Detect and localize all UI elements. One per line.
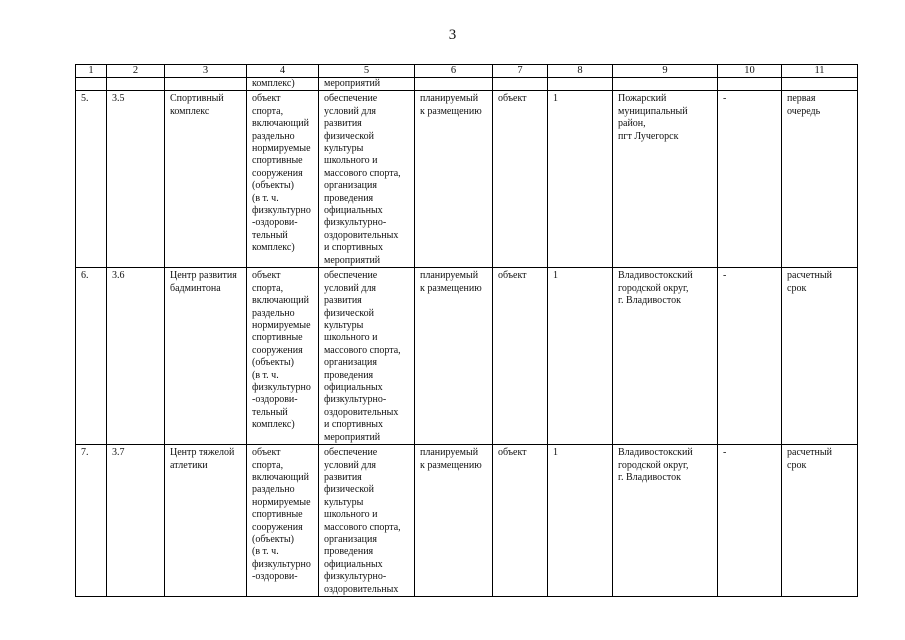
object-location: Владивостокский городской округ, г. Владивосток: [613, 268, 718, 445]
page-number: 3: [448, 27, 457, 43]
row-number: 5.: [76, 91, 107, 268]
object-status: планируемый к размещению: [415, 91, 493, 268]
object-status: планируемый к размещению: [415, 445, 493, 597]
column-number: 10: [718, 65, 782, 78]
object-zone: -: [718, 445, 782, 597]
object-term: расчетный срок: [782, 445, 858, 597]
column-number-row: [76, 65, 858, 78]
row-number: 7.: [76, 445, 107, 597]
object-type: объект спорта, включающий раздельно нормируемые спортивные сооружения (объекты) (в т. ч. физкультурно -оздорови-: [247, 445, 319, 597]
object-term: расчетный срок: [782, 268, 858, 445]
object-zone: -: [718, 268, 782, 445]
object-count: 1: [548, 91, 613, 268]
column-number: 8: [548, 65, 613, 78]
object-name: Центр тяжелой атлетики: [165, 445, 247, 597]
table-cell: [548, 78, 613, 91]
column-number: 4: [247, 65, 319, 78]
object-code: 3.6: [107, 268, 165, 445]
object-purpose: обеспечение условий для развития физической культуры школьного и массового спорта, организация проведения официальных физкультурно- оздоровительных: [319, 445, 415, 597]
object-unit: объект: [493, 268, 548, 445]
object-unit: объект: [493, 445, 548, 597]
column-number: 3: [165, 65, 247, 78]
object-name: Центр развития бадминтона: [165, 268, 247, 445]
table-cell: мероприятий: [319, 78, 415, 91]
object-unit: объект: [493, 91, 548, 268]
object-name: Спортивный комплекс: [165, 91, 247, 268]
column-number: 2: [107, 65, 165, 78]
column-number: 1: [76, 65, 107, 78]
object-purpose: обеспечение условий для развития физической культуры школьного и массового спорта, организация проведения официальных физкультурно- оздоровительных и спортивных мероприятий: [319, 91, 415, 268]
object-zone: -: [718, 91, 782, 268]
object-count: 1: [548, 268, 613, 445]
table-cell: [165, 78, 247, 91]
table-cell: [782, 78, 858, 91]
table-row: [76, 91, 858, 268]
row-number: 6.: [76, 268, 107, 445]
table-cell: [613, 78, 718, 91]
column-number: 7: [493, 65, 548, 78]
object-code: 3.5: [107, 91, 165, 268]
object-type: объект спорта, включающий раздельно нормируемые спортивные сооружения (объекты) (в т. ч. физкультурно -оздорови- тельный комплекс): [247, 91, 319, 268]
object-code: 3.7: [107, 445, 165, 597]
column-number: 11: [782, 65, 858, 78]
table-row: [76, 445, 858, 597]
table-row: [76, 268, 858, 445]
table-cell: [415, 78, 493, 91]
continuation-row: [76, 78, 858, 91]
object-purpose: обеспечение условий для развития физической культуры школьного и массового спорта, организация проведения официальных физкультурно- оздоровительных и спортивных мероприятий: [319, 268, 415, 445]
column-number: 9: [613, 65, 718, 78]
table-cell: [493, 78, 548, 91]
object-count: 1: [548, 445, 613, 597]
object-location: Владивостокский городской округ, г. Владивосток: [613, 445, 718, 597]
table-cell: комплекс): [247, 78, 319, 91]
object-location: Пожарский муниципальный район, пгт Лучегорск: [613, 91, 718, 268]
column-number: 5: [319, 65, 415, 78]
table-cell: [107, 78, 165, 91]
table-cell: [718, 78, 782, 91]
object-term: первая очередь: [782, 91, 858, 268]
table-cell: [76, 78, 107, 91]
object-status: планируемый к размещению: [415, 268, 493, 445]
column-number: 6: [415, 65, 493, 78]
objects-table: [75, 64, 858, 597]
object-type: объект спорта, включающий раздельно нормируемые спортивные сооружения (объекты) (в т. ч. физкультурно -оздорови- тельный комплекс): [247, 268, 319, 445]
